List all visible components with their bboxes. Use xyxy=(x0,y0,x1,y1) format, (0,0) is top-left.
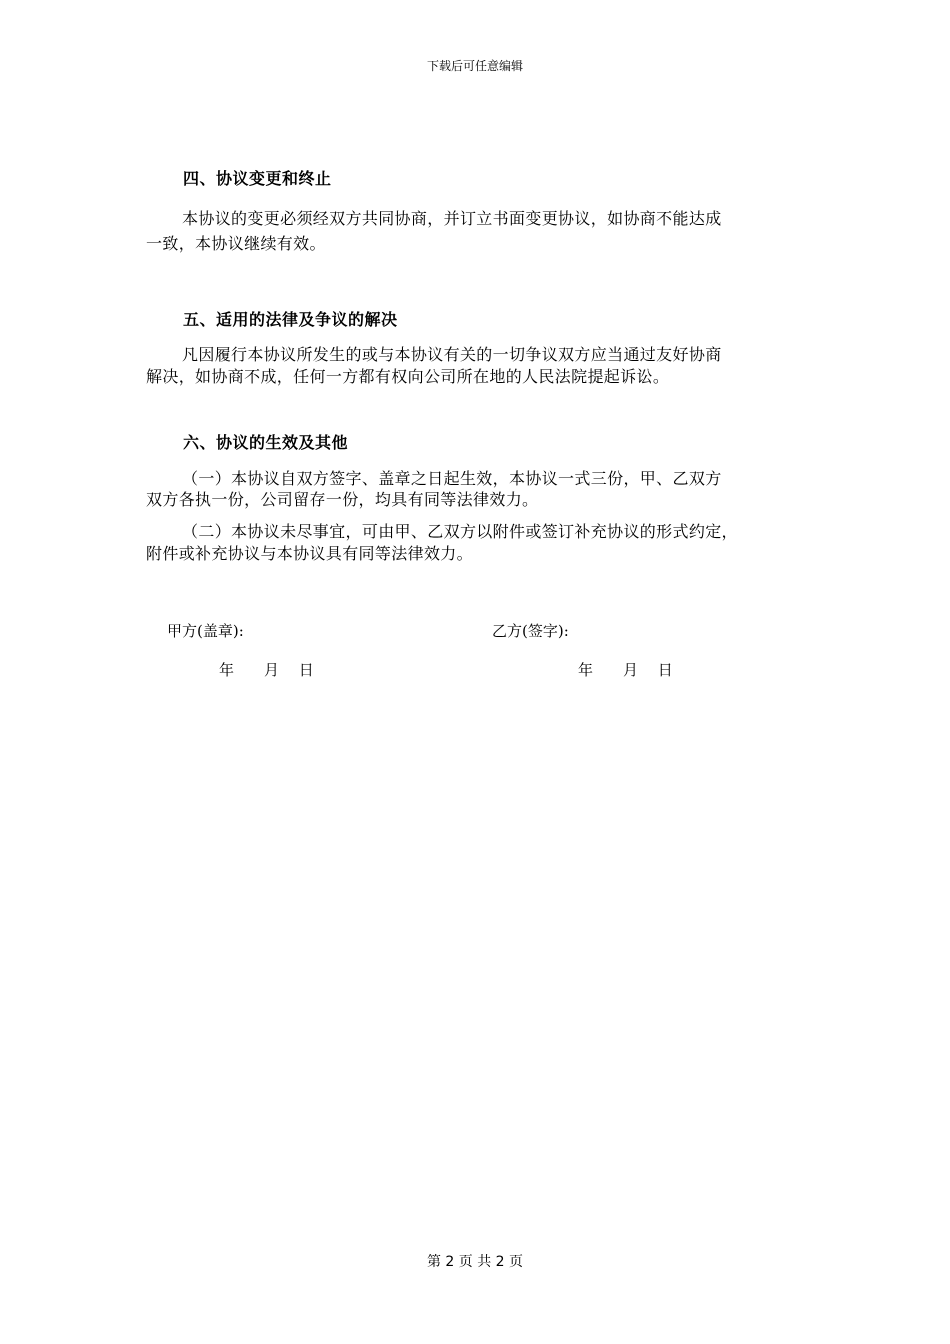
party-b-signature-label: 乙方(签字): xyxy=(492,622,569,640)
section-6-clause-2-line-2: 附件或补充协议与本协议具有同等法律效力。 xyxy=(146,544,474,563)
section-heading-change-termination: 四、协议变更和终止 xyxy=(183,169,332,188)
section-4-line-2: 一致，本协议继续有效。 xyxy=(146,234,326,253)
section-5-line-1: 凡因履行本协议所发生的或与本协议有关的一切争议双方应当通过友好协商 xyxy=(182,345,722,364)
party-a-signature-label: 甲方(盖章): xyxy=(167,622,244,640)
section-heading-governing-law: 五、适用的法律及争议的解决 xyxy=(183,310,398,329)
party-b-date: 年 月 日 xyxy=(578,661,673,679)
section-6-clause-2-line-1: （二）本协议未尽事宜，可由甲、乙双方以附件或签订补充协议的形式约定， xyxy=(182,522,738,541)
section-4-line-1: 本协议的变更必须经双方共同协商，并订立书面变更协议，如协商不能达成 xyxy=(182,209,722,228)
page-number-footer: 第 2 页 共 2 页 xyxy=(426,1254,524,1270)
section-6-clause-1-line-2: 双方各执一份，公司留存一份，均具有同等法律效力。 xyxy=(146,490,539,509)
party-a-date: 年 月 日 xyxy=(219,661,314,679)
section-heading-effectiveness: 六、协议的生效及其他 xyxy=(183,433,349,452)
section-6-clause-1-line-1: （一）本协议自双方签字、盖章之日起生效，本协议一式三份，甲、乙双方 xyxy=(182,469,722,488)
section-5-line-2: 解决，如协商不成，任何一方都有权向公司所在地的人民法院提起诉讼。 xyxy=(146,367,670,386)
header-note: 下载后可任意编辑 xyxy=(426,59,523,73)
